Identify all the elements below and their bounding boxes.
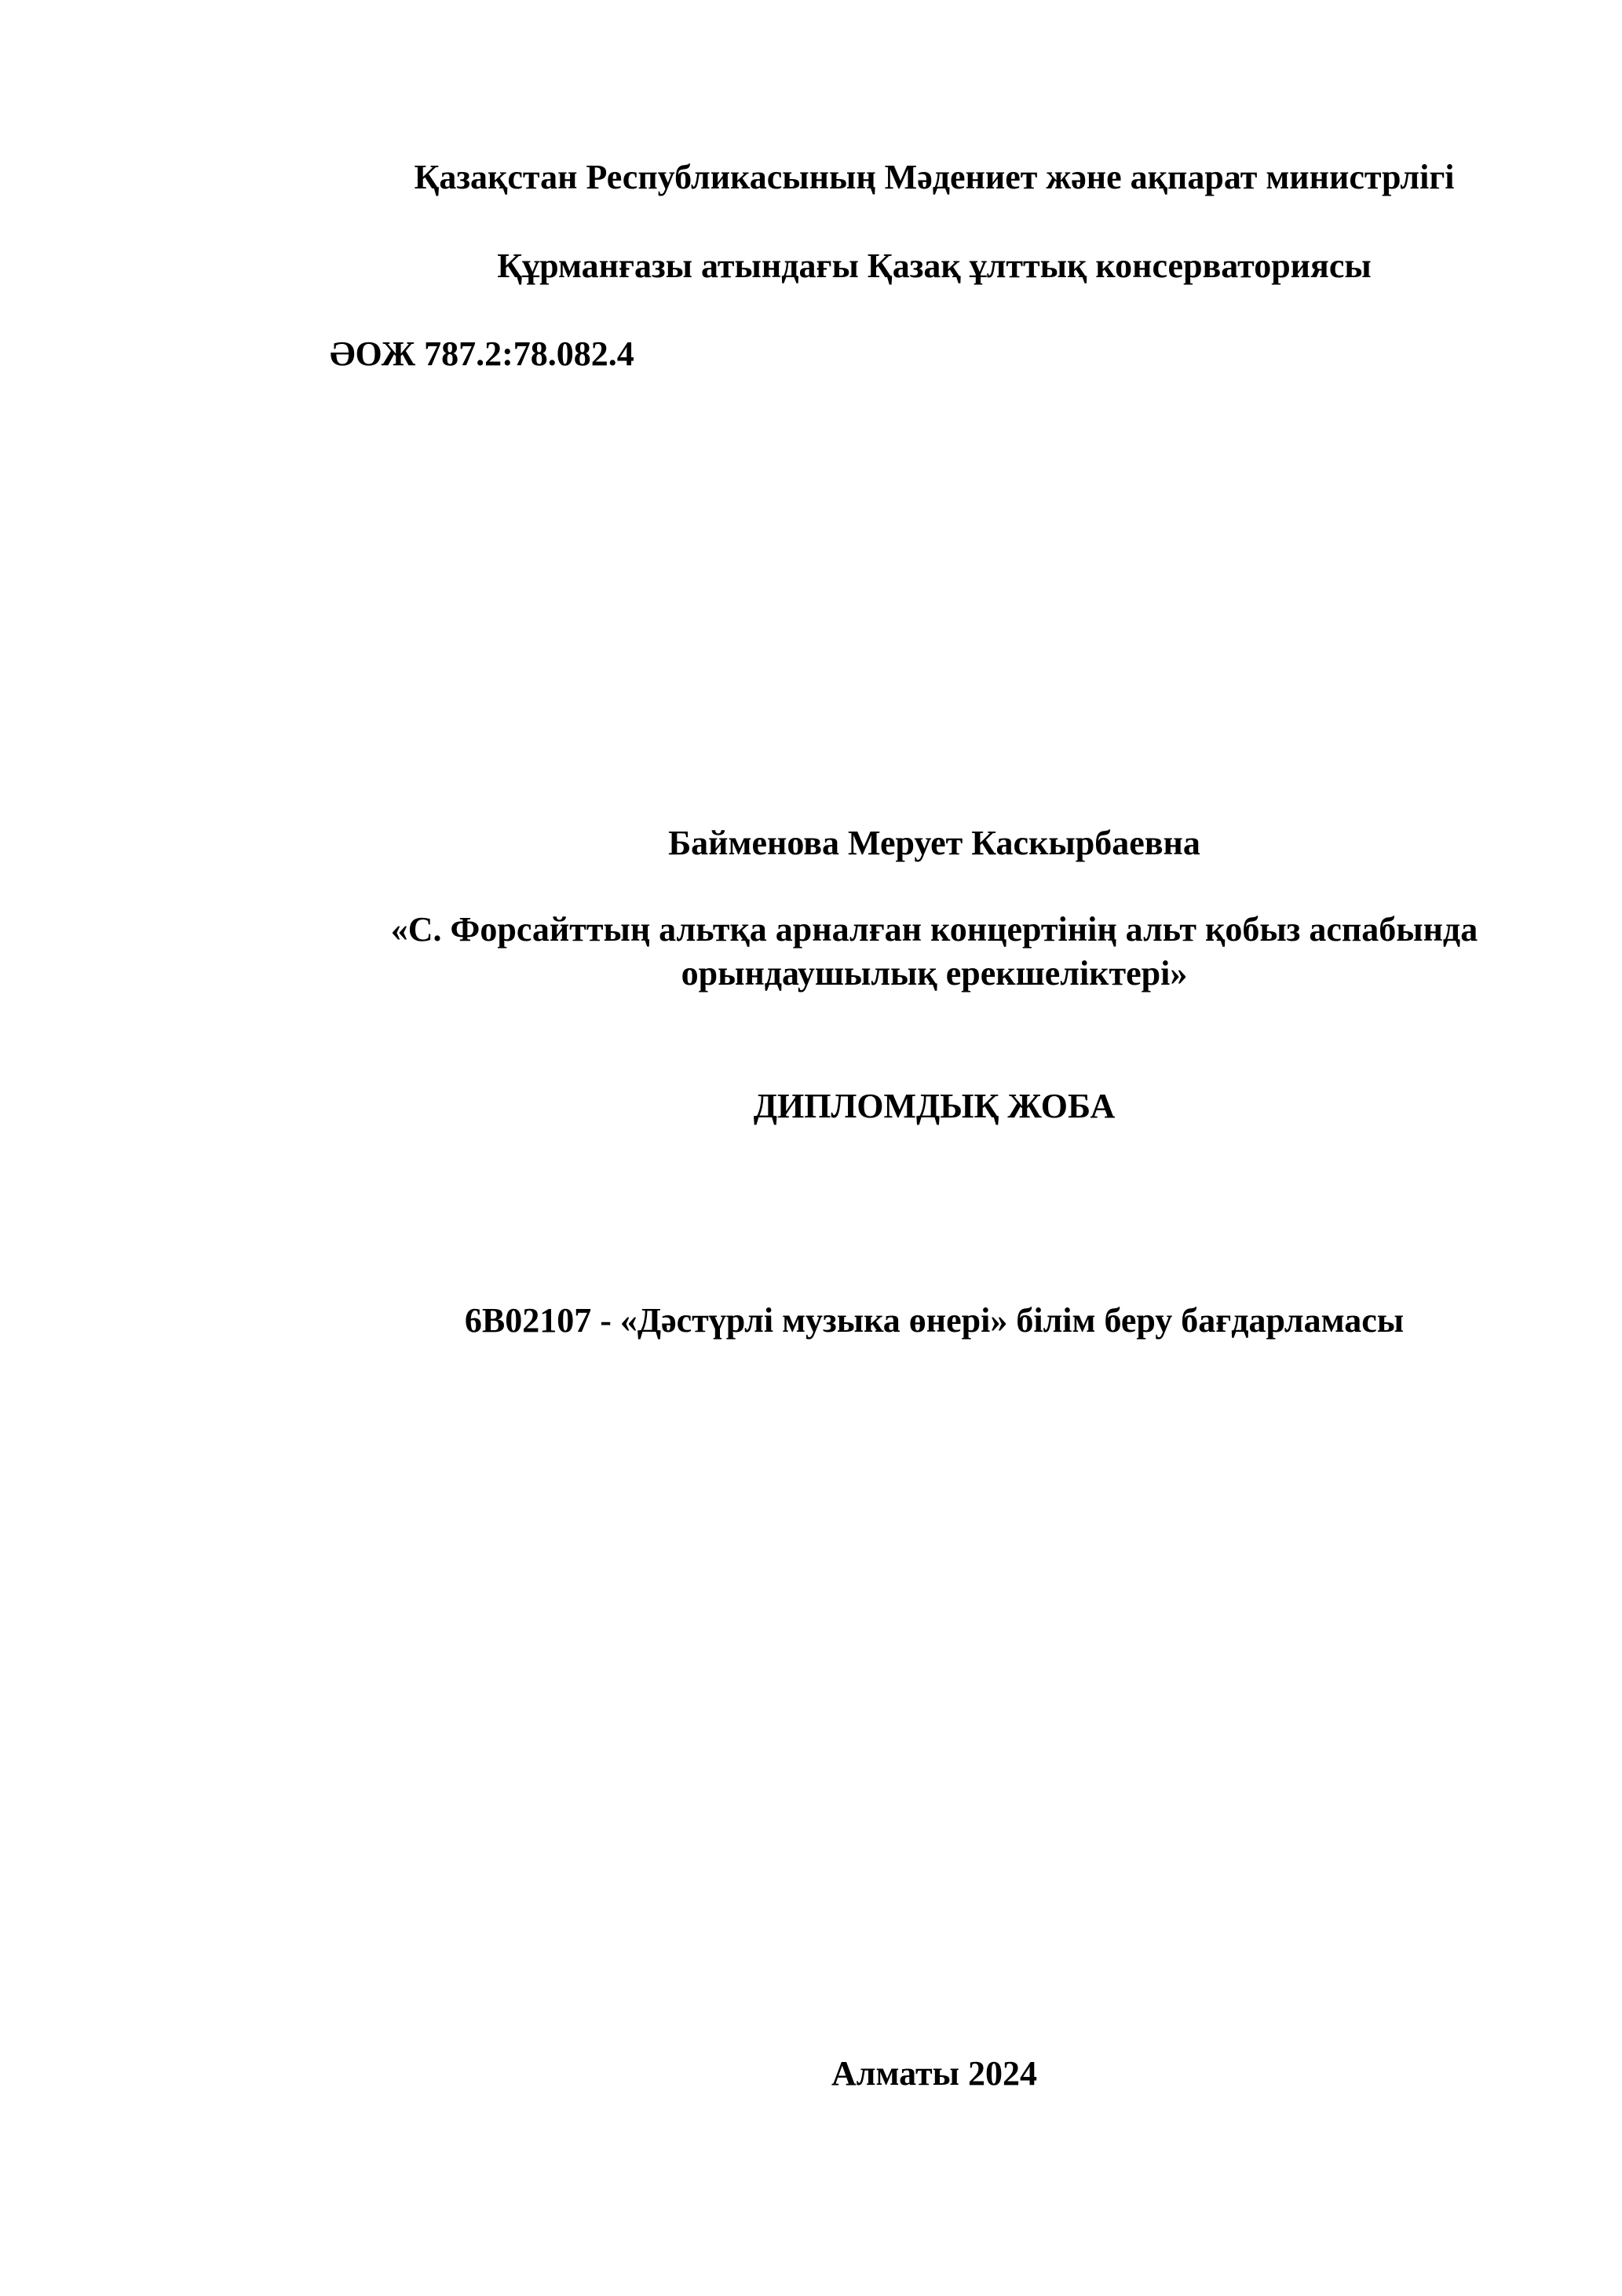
education-program: 6В02107 - «Дәстүрлі музыка өнері» білім беру бағдарламасы bbox=[464, 1301, 1405, 1340]
udc-code: ӘОЖ 787.2:78.082.4 bbox=[330, 335, 634, 373]
ministry-name: Қазақстан Республикасының Мәдениет және ақпарат министрлігі bbox=[414, 158, 1455, 196]
document-type: ДИПЛОМДЫҚ ЖОБА bbox=[753, 1087, 1116, 1125]
author-name: Байменова Мерует Каскырбаевна bbox=[668, 824, 1200, 862]
thesis-title-line-1: «С. Форсайттың альтқа арналған концертінің альт қобыз аспабында bbox=[390, 910, 1478, 949]
thesis-title-line-2: орындаушылық ерекшеліктері» bbox=[681, 954, 1188, 993]
conservatory-name: Құрманғазы атындағы Қазақ ұлттық консерваториясы bbox=[497, 247, 1372, 285]
city-year: Алматы 2024 bbox=[831, 2054, 1037, 2093]
